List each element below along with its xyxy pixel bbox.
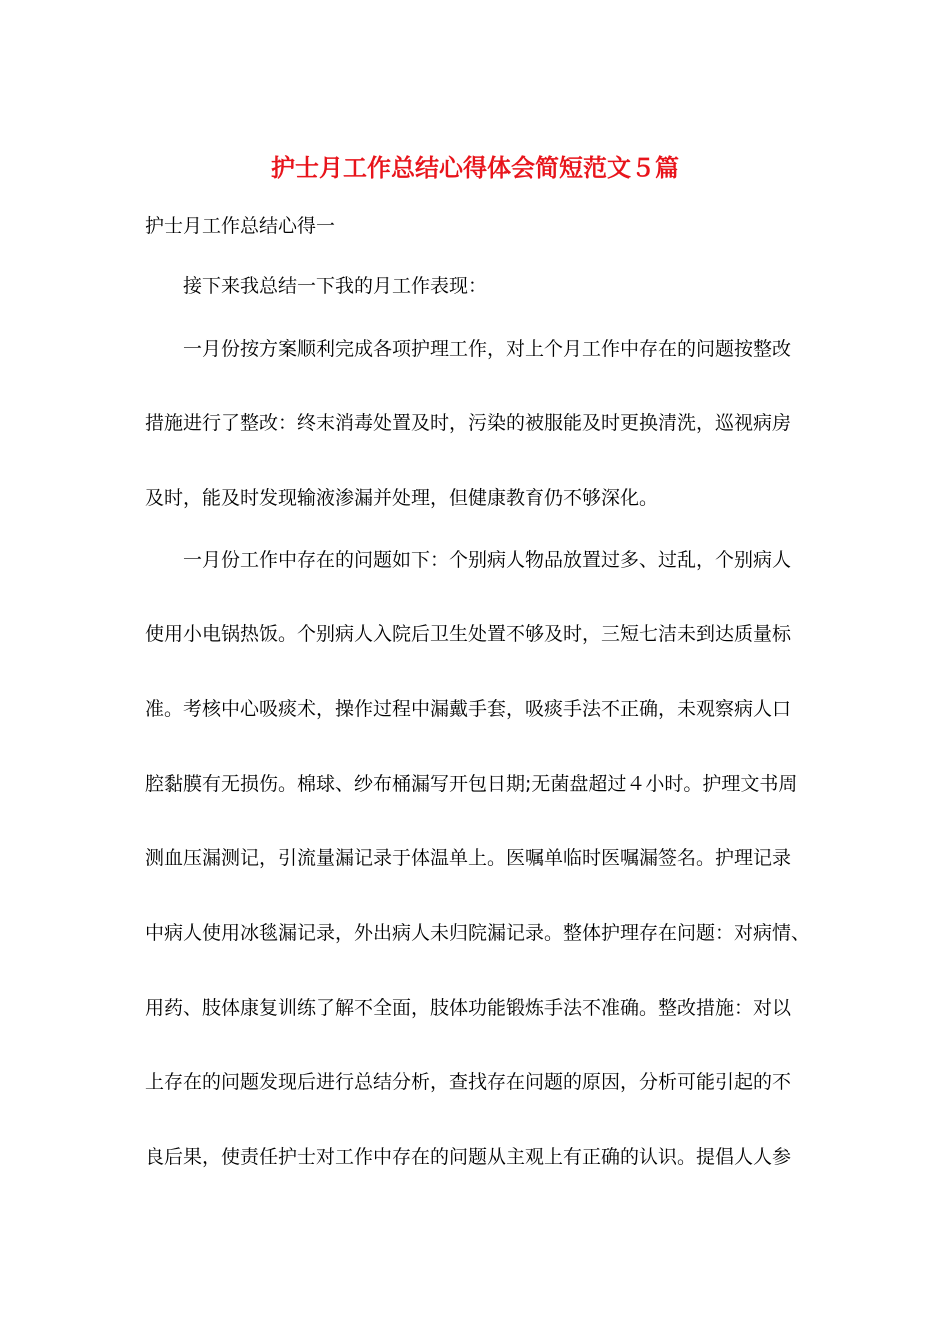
paragraph-line: 良后果，使责任护士对工作中存在的问题从主观上有正确的认识。提倡人人参 [145, 1146, 792, 1168]
paragraph-line: 及时，能及时发现输液渗漏并处理，但健康教育仍不够深化。 [145, 487, 659, 509]
paragraph-line: 上存在的问题发现后进行总结分析，查找存在问题的原因，分析可能引起的不 [145, 1071, 792, 1093]
paragraph-line: 准。考核中心吸痰术，操作过程中漏戴手套，吸痰手法不正确，未观察病人口 [145, 698, 792, 720]
paragraph-line: 一月份工作中存在的问题如下：个别病人物品放置过多、过乱，个别病人 [183, 549, 792, 571]
document-title: 护士月工作总结心得体会简短范文５篇 [271, 153, 679, 182]
paragraph-line: 接下来我总结一下我的月工作表现： [183, 275, 488, 297]
paragraph-line: 腔黏膜有无损伤。棉球、纱布桶漏写开包日期;无菌盘超过４小时。护理文书周 [145, 773, 798, 795]
paragraph-line: 一月份按方案顺利完成各项护理工作，对上个月工作中存在的问题按整改 [183, 338, 792, 360]
paragraph-line: 措施进行了整改：终末消毒处置及时，污染的被服能及时更换清洗，巡视病房 [145, 412, 792, 434]
paragraph-line: 测血压漏测记，引流量漏记录于体温单上。医嘱单临时医嘱漏签名。护理记录 [145, 847, 792, 869]
paragraph-line: 用药、肢体康复训练了解不全面，肢体功能锻炼手法不准确。整改措施：对以 [145, 997, 792, 1019]
section-heading: 护士月工作总结心得一 [145, 215, 336, 237]
paragraph-line: 中病人使用冰毯漏记录，外出病人未归院漏记录。整体护理存在问题：对病情、 [145, 922, 811, 944]
paragraph-line: 使用小电锅热饭。个别病人入院后卫生处置不够及时，三短七洁未到达质量标 [145, 623, 792, 645]
